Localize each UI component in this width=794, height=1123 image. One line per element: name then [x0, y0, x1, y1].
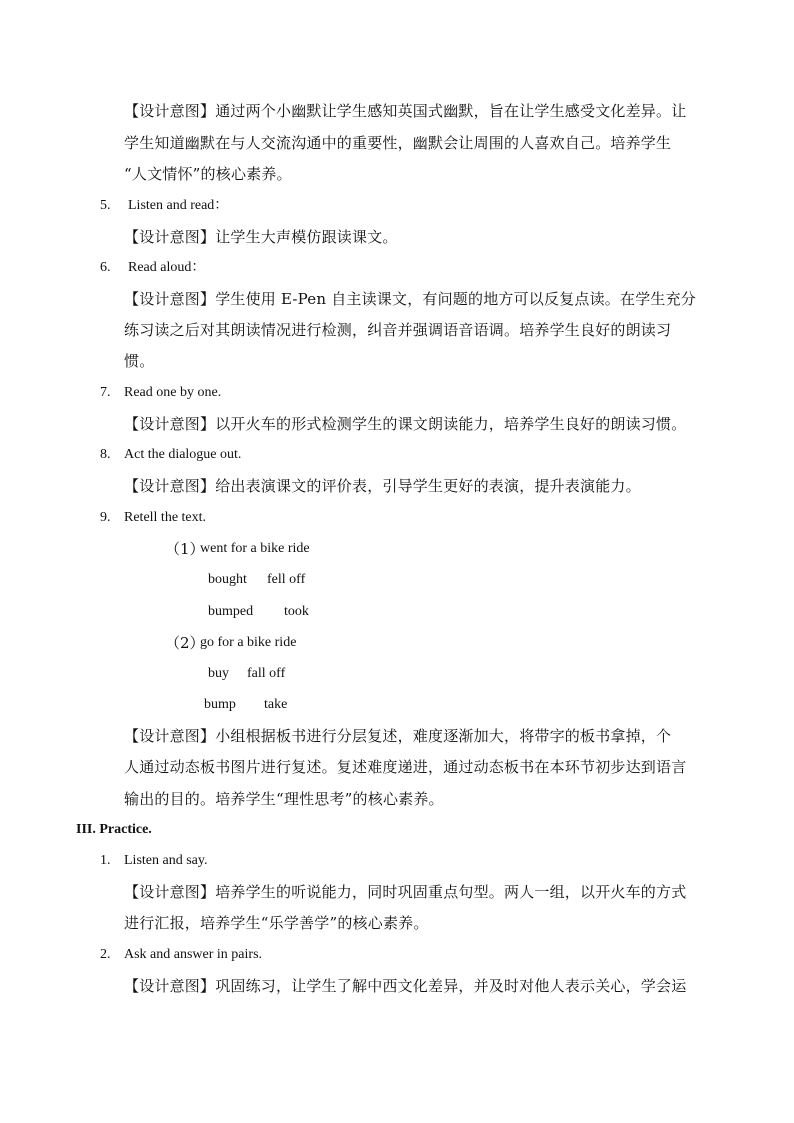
list-number: 9. [100, 510, 111, 525]
list-number: 2. [100, 947, 111, 962]
intent-paragraph-line: 【设计意图】以开火车的形式检测学生的课文朗读能力，培养学生良好的朗读习惯。 [124, 415, 687, 433]
intent-paragraph-line: 学生知道幽默在与人交流沟通中的重要性，幽默会让周围的人喜欢自己。培养学生 [124, 134, 672, 152]
sub-item-label: （1） [165, 540, 205, 558]
list-item-text: Read aloud： [128, 260, 206, 275]
board-text: buy [208, 666, 229, 681]
board-text: bumped [208, 604, 254, 619]
intent-paragraph-line: 【设计意图】通过两个小幽默让学生感知英国式幽默，旨在让学生感受文化差异。让 [124, 102, 687, 120]
board-text: bump [204, 697, 236, 712]
list-number: 6. [100, 260, 111, 275]
intent-paragraph-line: 【设计意图】让学生大声模仿跟读课文。 [124, 228, 398, 246]
board-text: fell off [267, 572, 306, 587]
board-text: take [264, 697, 288, 712]
intent-paragraph-line: 惯。 [124, 352, 155, 370]
list-number: 8. [100, 447, 111, 462]
board-text: took [284, 604, 309, 619]
board-text: bought [208, 572, 247, 587]
board-text: went for a bike ride [200, 541, 310, 556]
list-item-text: Read one by one. [124, 385, 222, 400]
list-item-text: Retell the text. [124, 510, 207, 525]
intent-paragraph-line: 【设计意图】小组根据板书进行分层复述，难度逐渐加大，将带字的板书拿掉，个 [124, 727, 672, 745]
intent-paragraph-line: 【设计意图】学生使用 E-Pen 自主读课文，有问题的地方可以反复点读。在学生充分 [124, 290, 696, 308]
list-item-text: Listen and say. [124, 853, 208, 868]
list-item-text: Listen and read： [128, 198, 229, 213]
intent-paragraph-line: 【设计意图】培养学生的听说能力，同时巩固重点句型。两人一组，以开火车的方式 [124, 883, 687, 901]
sub-item-label: （2） [165, 634, 205, 652]
list-number: 1. [100, 853, 111, 868]
board-text: fall off [247, 666, 286, 681]
intent-paragraph-line: “人文情怀”的核心素养。 [124, 165, 292, 183]
intent-paragraph-line: 【设计意图】给出表演课文的评价表，引导学生更好的表演，提升表演能力。 [124, 477, 641, 495]
list-number: 5. [100, 198, 111, 213]
intent-paragraph-line: 进行汇报，培养学生“乐学善学”的核心素养。 [124, 914, 429, 932]
board-text: go for a bike ride [200, 635, 297, 650]
list-item-text: Ask and answer in pairs. [124, 947, 263, 962]
list-number: 7. [100, 385, 111, 400]
intent-paragraph-line: 练习读之后对其朗读情况进行检测，纠音并强调语音语调。培养学生良好的朗读习 [124, 321, 672, 339]
intent-paragraph-line: 人通过动态板书图片进行复述。复述难度递进，通过动态板书在本环节初步达到语言 [124, 758, 687, 776]
section-heading: III. Practice. [76, 822, 152, 837]
intent-paragraph-line: 输出的目的。培养学生“理性思考”的核心素养。 [124, 790, 444, 808]
list-item-text: Act the dialogue out. [124, 447, 242, 462]
intent-paragraph-line: 【设计意图】巩固练习，让学生了解中西文化差异，并及时对他人表示关心，学会运 [124, 977, 687, 995]
